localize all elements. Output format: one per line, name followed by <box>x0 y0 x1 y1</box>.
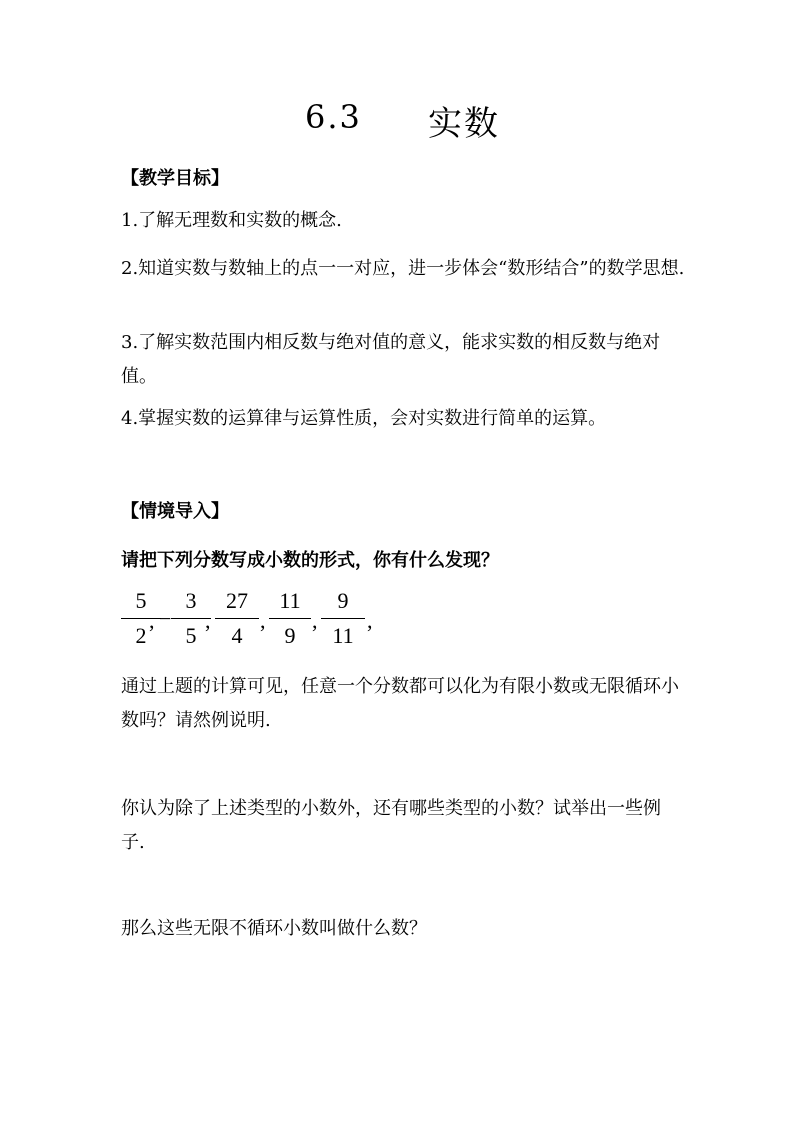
fraction-bar <box>121 618 161 619</box>
fraction-denominator: 4 <box>231 623 243 648</box>
separator: , <box>149 608 155 633</box>
separator: , <box>312 608 318 633</box>
fraction-denominator: 5 <box>185 623 197 648</box>
fraction-numerator: 9 <box>337 588 349 613</box>
fraction-denominator: 11 <box>332 623 354 648</box>
section-title: 实数 <box>428 104 500 144</box>
fraction <box>215 588 259 650</box>
separator: , <box>205 608 211 633</box>
minus-sign: − <box>159 606 172 631</box>
fraction-numerator: 11 <box>279 588 301 613</box>
intro-question: 请把下列分数写成小数的形式，你有什么发现？ <box>121 550 499 571</box>
fraction-denominator: 9 <box>284 623 296 648</box>
fraction-numerator: 3 <box>185 588 197 613</box>
intro-paragraph: 你认为除了上述类型的小数外，还有哪些类型的小数？试举出一些例子. <box>121 798 661 853</box>
separator: , <box>367 608 373 633</box>
fraction-denominator: 2 <box>135 623 147 648</box>
objective-item: 1.了解无理数和实数的概念. <box>121 210 342 231</box>
fraction-bar <box>215 618 259 619</box>
fraction <box>121 588 161 650</box>
objective-item: 2.知道实数与数轴上的点一一对应，进一步体会“数形结合”的数学思想. <box>121 258 685 279</box>
objectives-heading: 【教学目标】 <box>121 168 229 189</box>
objective-item: 4.掌握实数的运算律与运算性质，会对实数进行简单的运算。 <box>121 408 607 429</box>
fraction-bar <box>269 618 311 619</box>
fraction <box>321 588 365 650</box>
fraction-numerator: 27 <box>226 588 248 613</box>
intro-heading: 【情境导入】 <box>121 501 229 522</box>
intro-paragraph: 那么这些无限不循环小数叫做什么数？ <box>121 918 427 939</box>
page-title <box>0 98 794 142</box>
fraction-list <box>121 588 421 652</box>
fraction-bar <box>321 618 365 619</box>
fraction-numerator: 5 <box>135 588 147 613</box>
fraction <box>269 588 311 650</box>
intro-paragraph: 通过上题的计算可见，任意一个分数都可以化为有限小数或无限循环小数吗？请然例说明. <box>121 676 679 731</box>
section-number: 6.3 <box>305 98 362 136</box>
objective-item: 3.了解实数范围内相反数与绝对值的意义，能求实数的相反数与绝对值。 <box>121 332 661 387</box>
separator: , <box>260 608 266 633</box>
